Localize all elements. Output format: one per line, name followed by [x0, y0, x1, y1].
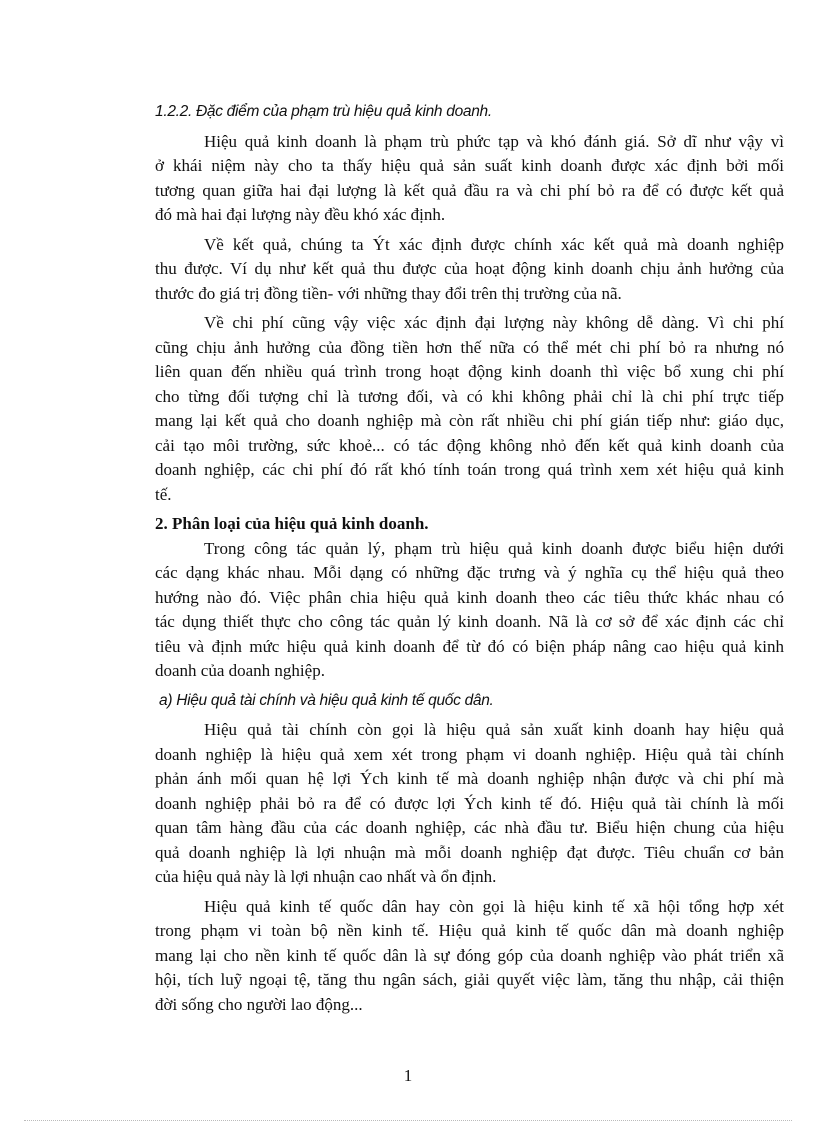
text-line: doanh nghiệp, các chi phí đó rất khó tính toán trong quá trình xem xét hiệu quả kinh [155, 460, 784, 479]
text-line: liên quan đến nhiều quá trình trong hoạt động kinh doanh thì việc bổ xung chi phí [155, 362, 784, 381]
text-line: trong phạm vi toàn bộ nền kinh tế. Hiệu quả kinh tế quốc dân mà doanh nghiệp [155, 921, 784, 940]
text-line: Về chi phí cũng vậy việc xác định đại lượng này không dễ dàng. Vì chi phí [204, 313, 784, 332]
paragraph [155, 130, 784, 228]
text-line: doanh nghiệp là hiệu quả xem xét trong phạm vi doanh nghiệp. Hiệu quả tài chính [155, 744, 784, 764]
text-line: cải tạo môi trường, sức khoẻ... có tác động không nhỏ đến kết quả kinh doanh của [155, 435, 784, 455]
text-line: doanh của doanh nghiệp. [155, 661, 325, 680]
text-line: đó mà hai đại lượng này đều khó xác định. [155, 205, 446, 224]
text-line: Trong công tác quản lý, phạm trù hiệu quả kinh doanh được biểu hiện dưới [204, 538, 784, 558]
text-line: a) Hiệu quả tài chính và hiệu quả kinh tế quốc dân. [159, 691, 494, 709]
text-line: tương quan giữa hai đại lượng là kết quả đầu ra và chi phí bỏ ra để có được kết quả [155, 180, 784, 200]
text-line: các dạng khác nhau. Mỗi dạng có những đặc trưng và ý nghĩa cụ thể hiệu quả theo [155, 563, 784, 582]
paragraph [155, 537, 784, 684]
text-line: mang lại cho nền kinh tế quốc dân là sự đóng góp của doanh nghiệp vào phát triển xã [155, 945, 784, 965]
page-boundary-divider [24, 1120, 792, 1121]
text-line: Hiệu quả tài chính còn gọi là hiệu quả sản xuất kinh doanh hay hiệu quả [204, 720, 784, 739]
page-number: 1 [403, 1066, 413, 1085]
text-line: hội, tích luỹ ngoại tệ, tăng thu ngân sách, giải quyết việc làm, tăng thu nhập, cải thiện [155, 970, 784, 989]
paragraph [155, 233, 784, 307]
text-line: tiêu và định mức hiệu quả kinh doanh để từ đó có biện pháp nâng cao hiệu quả kinh [155, 636, 784, 656]
text-line: Về kết quả, chúng ta Ýt xác định được chính xác kết quả mà doanh nghiệp [204, 234, 784, 254]
paragraph [155, 311, 784, 507]
text-line: hướng nào đó. Việc phân chia hiệu quả kinh doanh theo các tiêu thức khác nhau có [155, 587, 784, 607]
text-line: tế. [155, 484, 172, 504]
text-line: thu được. Ví dụ như kết quả thu được của hoạt động kinh doanh chịu ảnh hưởng của [155, 259, 784, 278]
text-line: Hiệu quả kinh doanh là phạm trù phức tạp và khó đánh giá. Sở dĩ như vậy vì [204, 131, 784, 151]
text-line: Hiệu quả kinh tế quốc dân hay còn gọi là hiệu kinh tế xã hội tổng hợp xét [204, 896, 784, 916]
text-line: của hiệu quả này là lợi nhuận cao nhất và ổn định. [155, 867, 497, 886]
text-line: thước đo giá trị đồng tiền- với những thay đổi trên thị trường của nã. [155, 283, 622, 303]
paragraph [155, 718, 784, 890]
text-line: ở khái niệm này cho ta thấy hiệu quả sản suất kinh doanh được xác định bởi mối [155, 156, 784, 175]
text-line: doanh nghiệp phải bỏ ra để có được lợi Ých kinh tế đó. Hiệu quả tài chính là mối [155, 793, 784, 813]
text-line: 2. Phân loại của hiệu quả kinh doanh. [155, 514, 429, 533]
text-line: 1.2.2. Đặc điểm của phạm trù hiệu quả kinh doanh. [155, 103, 492, 120]
text-line: quả doanh nghiệp là lợi nhuận mà mỗi doanh nghiệp đạt được. Tiêu chuẩn cơ bản [155, 842, 784, 862]
text-line: cho từng đối tượng chỉ là tương đối, và có khi không phải chỉ là chi phí trực tiếp [155, 386, 784, 406]
text-line: tác dụng thiết thực cho công tác quản lý kinh doanh. Nã là cơ sở để xác định các chỉ [155, 612, 784, 631]
section-heading [155, 100, 784, 125]
paragraph [155, 895, 784, 1018]
section-heading [155, 512, 784, 537]
text-line: cũng chịu ảnh hưởng của đồng tiền hơn thế nữa có thể mét chi phí bỏ ra nhưng nó [155, 337, 784, 357]
text-line: phản ánh mối quan hệ lợi Ých kinh tế mà doanh nghiệp nhận được và chi phí mà [155, 769, 784, 788]
text-line: quan tâm hàng đầu của các doanh nghiệp, các nhà đầu tư. Biểu hiện chung của hiệu [155, 818, 784, 837]
text-line: mang lại kết quả cho doanh nghiệp mà còn rất nhiều chi phí gián tiếp như: giáo dục, [155, 411, 784, 430]
section-heading [155, 689, 784, 714]
document-body [155, 100, 784, 1017]
text-line: đời sống cho người lao động... [155, 994, 363, 1014]
